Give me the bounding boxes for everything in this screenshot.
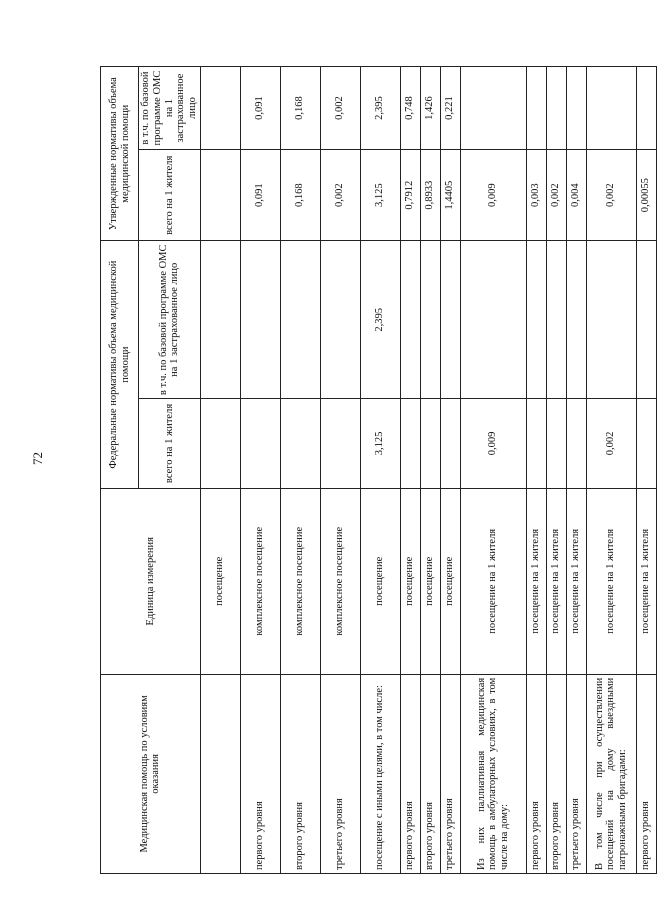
approved-per-resident-value: 0,8933 [420, 150, 440, 241]
table-row [200, 67, 240, 874]
federal-per-insured-value [460, 241, 526, 399]
row-unit: посещение на 1 жителя [526, 488, 546, 674]
table-row [636, 67, 656, 874]
page-number: 72 [30, 452, 45, 465]
approved-per-resident-value: 0,168 [280, 150, 320, 241]
header-federal-norms: Федеральные нормативы объема медицинской помощи [101, 241, 139, 488]
row-label: первого уровня [240, 674, 280, 873]
row-label: второго уровня [546, 674, 566, 873]
federal-per-insured-value [400, 241, 420, 399]
row-label [200, 674, 240, 873]
rotated-table-wrapper [100, 66, 652, 874]
row-unit: посещение на 1 жителя [636, 488, 656, 674]
row-label: третьего уровня [566, 674, 586, 873]
federal-per-insured-value [440, 241, 460, 399]
row-unit: посещение [200, 488, 240, 674]
row-unit: комплексное посещение [240, 488, 280, 674]
row-label: первого уровня [526, 674, 546, 873]
approved-per-insured-value: 0,091 [240, 67, 280, 150]
table-row [546, 67, 566, 874]
approved-per-resident-value: 0,7912 [400, 150, 420, 241]
row-unit: посещение на 1 жителя [586, 488, 636, 674]
federal-per-insured-value [240, 241, 280, 399]
row-label: третьего уровня [320, 674, 360, 873]
row-label: В том числе при осуществлении посещений на дому выездными патронажными бригадами: [586, 674, 636, 873]
table-row [586, 67, 636, 874]
approved-per-resident-value: 0,003 [526, 150, 546, 241]
row-unit: посещение [360, 488, 400, 674]
federal-per-resident-value [280, 399, 320, 489]
approved-per-insured-value [546, 67, 566, 150]
approved-per-resident-value: 1,4405 [440, 150, 460, 241]
approved-per-insured-value [526, 67, 546, 150]
approved-per-insured-value: 0,168 [280, 67, 320, 150]
table-row [420, 67, 440, 874]
row-unit: посещение на 1 жителя [566, 488, 586, 674]
approved-per-resident-value: 0,002 [586, 150, 636, 241]
table-row [440, 67, 460, 874]
federal-per-resident-value [240, 399, 280, 489]
table-row [240, 67, 280, 874]
table-row [360, 67, 400, 874]
row-label: посещение с иными целями, в том числе: [360, 674, 400, 873]
row-unit: посещение [400, 488, 420, 674]
approved-per-resident-value: 0,002 [546, 150, 566, 241]
row-unit: комплексное посещение [320, 488, 360, 674]
header-approved-norms: Утвержденные нормативы объема медицинской помощи [101, 67, 139, 241]
header-federal-per-insured: в т.ч. по базовой программе ОМС на 1 застрахованное лицо [139, 241, 201, 399]
approved-per-resident-value: 0,00055 [636, 150, 656, 241]
header-approved-per-insured: в т.ч. по базовой программе ОМС на 1 застрахованное лицо [139, 67, 201, 150]
medical-norms-table [100, 66, 657, 874]
federal-per-resident-value: 0,002 [586, 399, 636, 489]
approved-per-insured-value [566, 67, 586, 150]
header-federal-per-resident: всего на 1 жителя [139, 399, 201, 489]
table-row [320, 67, 360, 874]
approved-per-insured-value: 0,748 [400, 67, 420, 150]
table-row [280, 67, 320, 874]
row-unit: посещение [440, 488, 460, 674]
approved-per-resident-value [200, 150, 240, 241]
table-row [460, 67, 526, 874]
federal-per-insured-value [280, 241, 320, 399]
header-care-conditions: Медицинская помощь по условиям оказания [101, 674, 201, 873]
approved-per-insured-value [636, 67, 656, 150]
approved-per-insured-value [200, 67, 240, 150]
row-label: первого уровня [400, 674, 420, 873]
federal-per-resident-value: 0,009 [460, 399, 526, 489]
approved-per-insured-value [586, 67, 636, 150]
row-label: первого уровня [636, 674, 656, 873]
federal-per-resident-value [566, 399, 586, 489]
approved-per-insured-value: 0,002 [320, 67, 360, 150]
federal-per-resident-value [400, 399, 420, 489]
header-unit: Единица измерения [101, 488, 201, 674]
row-unit: комплексное посещение [280, 488, 320, 674]
federal-per-insured-value [546, 241, 566, 399]
row-label: второго уровня [280, 674, 320, 873]
federal-per-resident-value [200, 399, 240, 489]
approved-per-resident-value: 0,009 [460, 150, 526, 241]
federal-per-insured-value [566, 241, 586, 399]
federal-per-resident-value [526, 399, 546, 489]
federal-per-resident-value [420, 399, 440, 489]
row-label: Из них паллиативная медицинская помощь в амбулаторных условиях, в том числе на дому: [460, 674, 526, 873]
header-approved-per-resident: всего на 1 жителя [139, 150, 201, 241]
row-label: второго уровня [420, 674, 440, 873]
table-row [566, 67, 586, 874]
federal-per-resident-value [636, 399, 656, 489]
federal-per-insured-value [526, 241, 546, 399]
row-unit: посещение на 1 жителя [546, 488, 566, 674]
approved-per-insured-value: 1,426 [420, 67, 440, 150]
approved-per-resident-value: 0,002 [320, 150, 360, 241]
approved-per-resident-value: 0,004 [566, 150, 586, 241]
federal-per-insured-value [636, 241, 656, 399]
federal-per-insured-value: 2,395 [360, 241, 400, 399]
approved-per-resident-value: 3,125 [360, 150, 400, 241]
approved-per-insured-value: 2,395 [360, 67, 400, 150]
federal-per-insured-value [420, 241, 440, 399]
row-unit: посещение [420, 488, 440, 674]
row-label: третьего уровня [440, 674, 460, 873]
table-row [526, 67, 546, 874]
table-row [400, 67, 420, 874]
federal-per-resident-value: 3,125 [360, 399, 400, 489]
federal-per-resident-value [320, 399, 360, 489]
approved-per-insured-value: 0,221 [440, 67, 460, 150]
row-unit: посещение на 1 жителя [460, 488, 526, 674]
federal-per-insured-value [320, 241, 360, 399]
approved-per-resident-value: 0,091 [240, 150, 280, 241]
approved-per-insured-value [460, 67, 526, 150]
table-body [200, 67, 656, 874]
federal-per-resident-value [546, 399, 566, 489]
federal-per-insured-value [200, 241, 240, 399]
federal-per-insured-value [586, 241, 636, 399]
federal-per-resident-value [440, 399, 460, 489]
